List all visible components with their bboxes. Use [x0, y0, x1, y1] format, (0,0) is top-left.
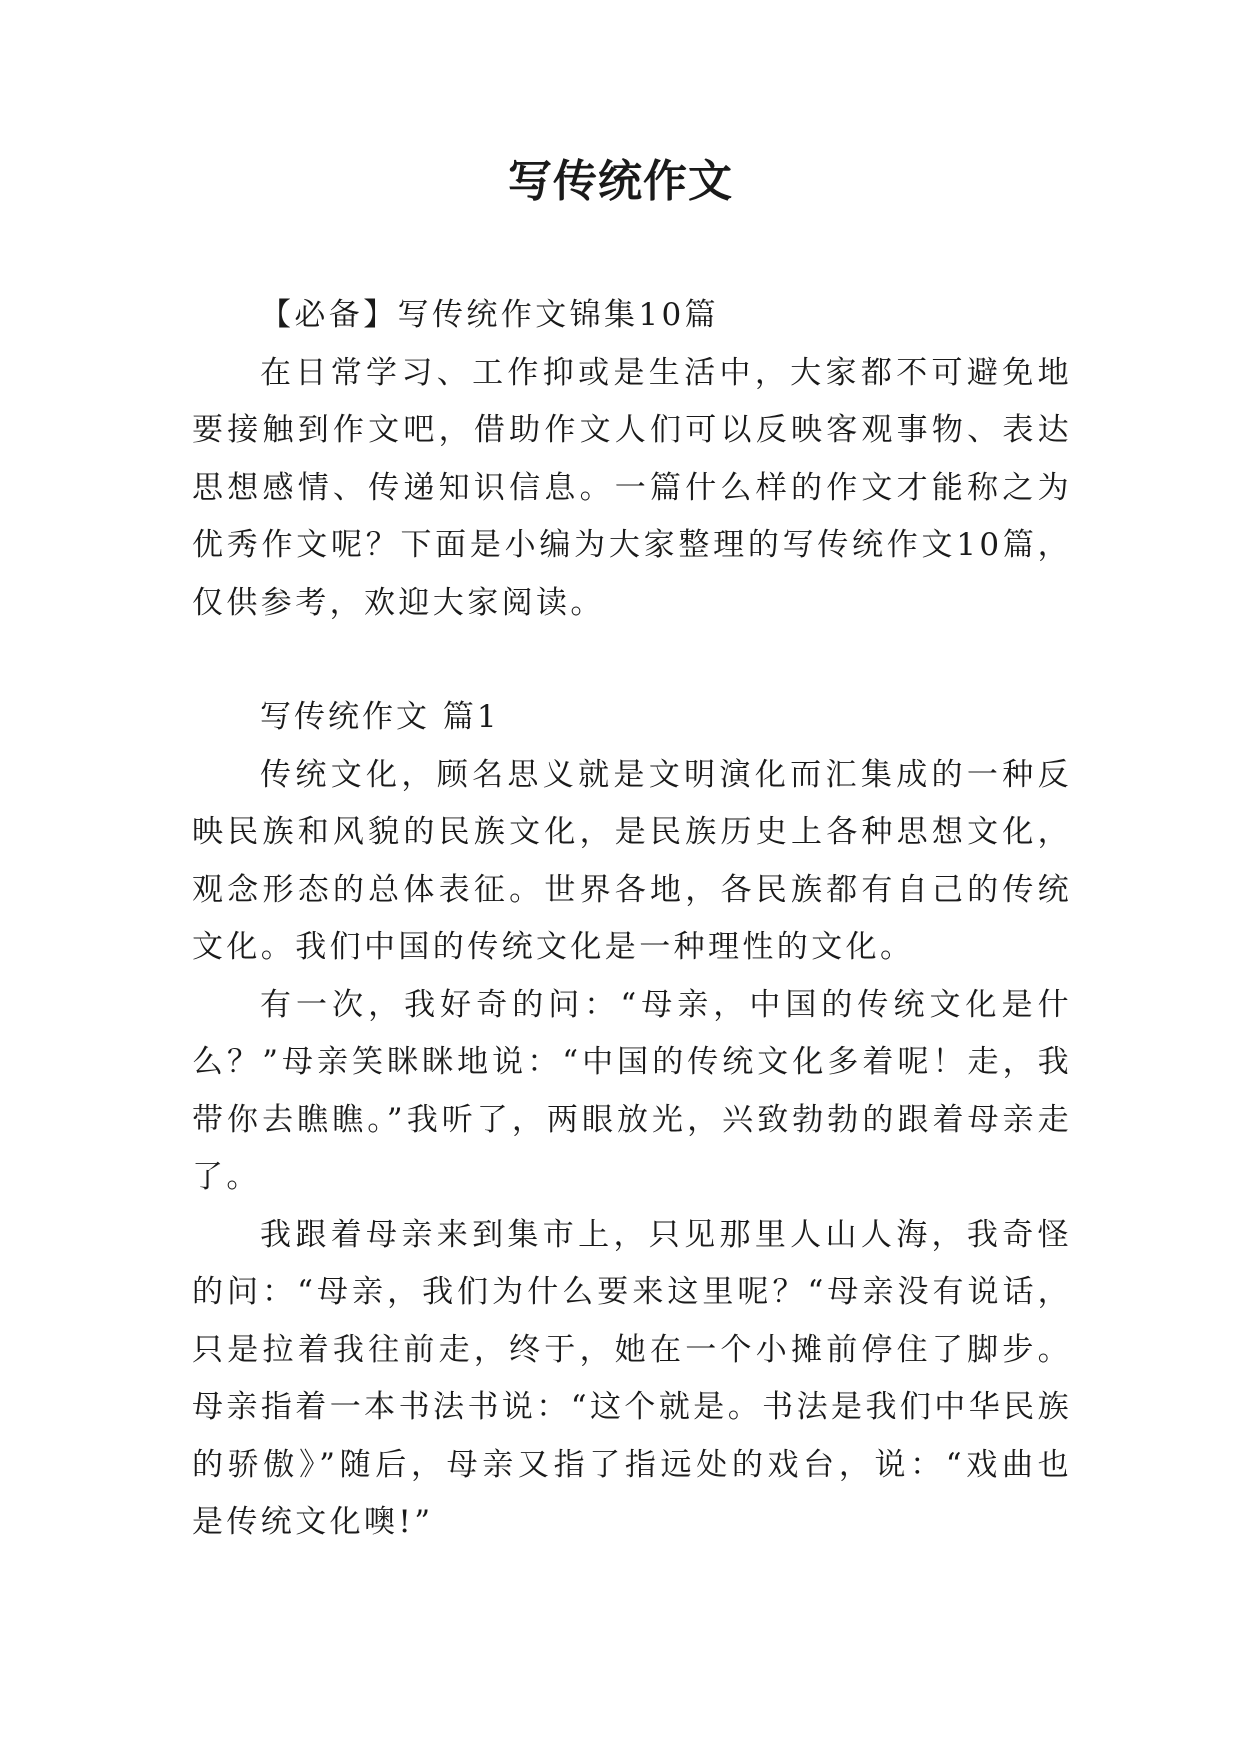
section-paragraph-2: 有一次，我好奇的问：“母亲，中国的传统文化是什么？”母亲笑眯眯地说：“中国的传统文化多着呢！走，我带你去瞧瞧。”我听了，两眼放光，兴致勃勃的跟着母亲走了。 [192, 986, 1072, 1195]
section-paragraph-1: 传统文化，顾名思义就是文明演化而汇集成的一种反映民族和风貌的民族文化，是民族历史上各种思想文化，观念形态的总体表征。世界各地，各民族都有自己的传统文化。我们中国的传统文化是一种理性的文化。 [192, 756, 1072, 965]
section-gap [192, 632, 1072, 689]
section-heading: 写传统作文 篇1 [260, 699, 500, 735]
intro-paragraph: 在日常学习、工作抑或是生活中，大家都不可避免地要接触到作文吧，借助作文人们可以反映客观事物、表达思想感情、传递知识信息。一篇什么样的作文才能称之为优秀作文呢？下面是小编为大家整理的写传统作文10篇，仅供参考，欢迎大家阅读。 [192, 354, 1072, 621]
section-paragraph-3: 我跟着母亲来到集市上，只见那里人山人海，我奇怪的问：“母亲，我们为什么要来这里呢？“母亲没有说话，只是拉着我往前走，终于，她在一个小摊前停住了脚步。母亲指着一本书法书说：“这个就是。书法是我们中华民族的骄傲》”随后，母亲又指了指远处的戏台，说：“戏曲也是传统文化噢!” [192, 1216, 1072, 1540]
document-body [192, 287, 1072, 1552]
document-title: 写传统作文 [508, 156, 733, 207]
intro-subtitle: 【必备】写传统作文锦集10篇 [260, 297, 720, 333]
